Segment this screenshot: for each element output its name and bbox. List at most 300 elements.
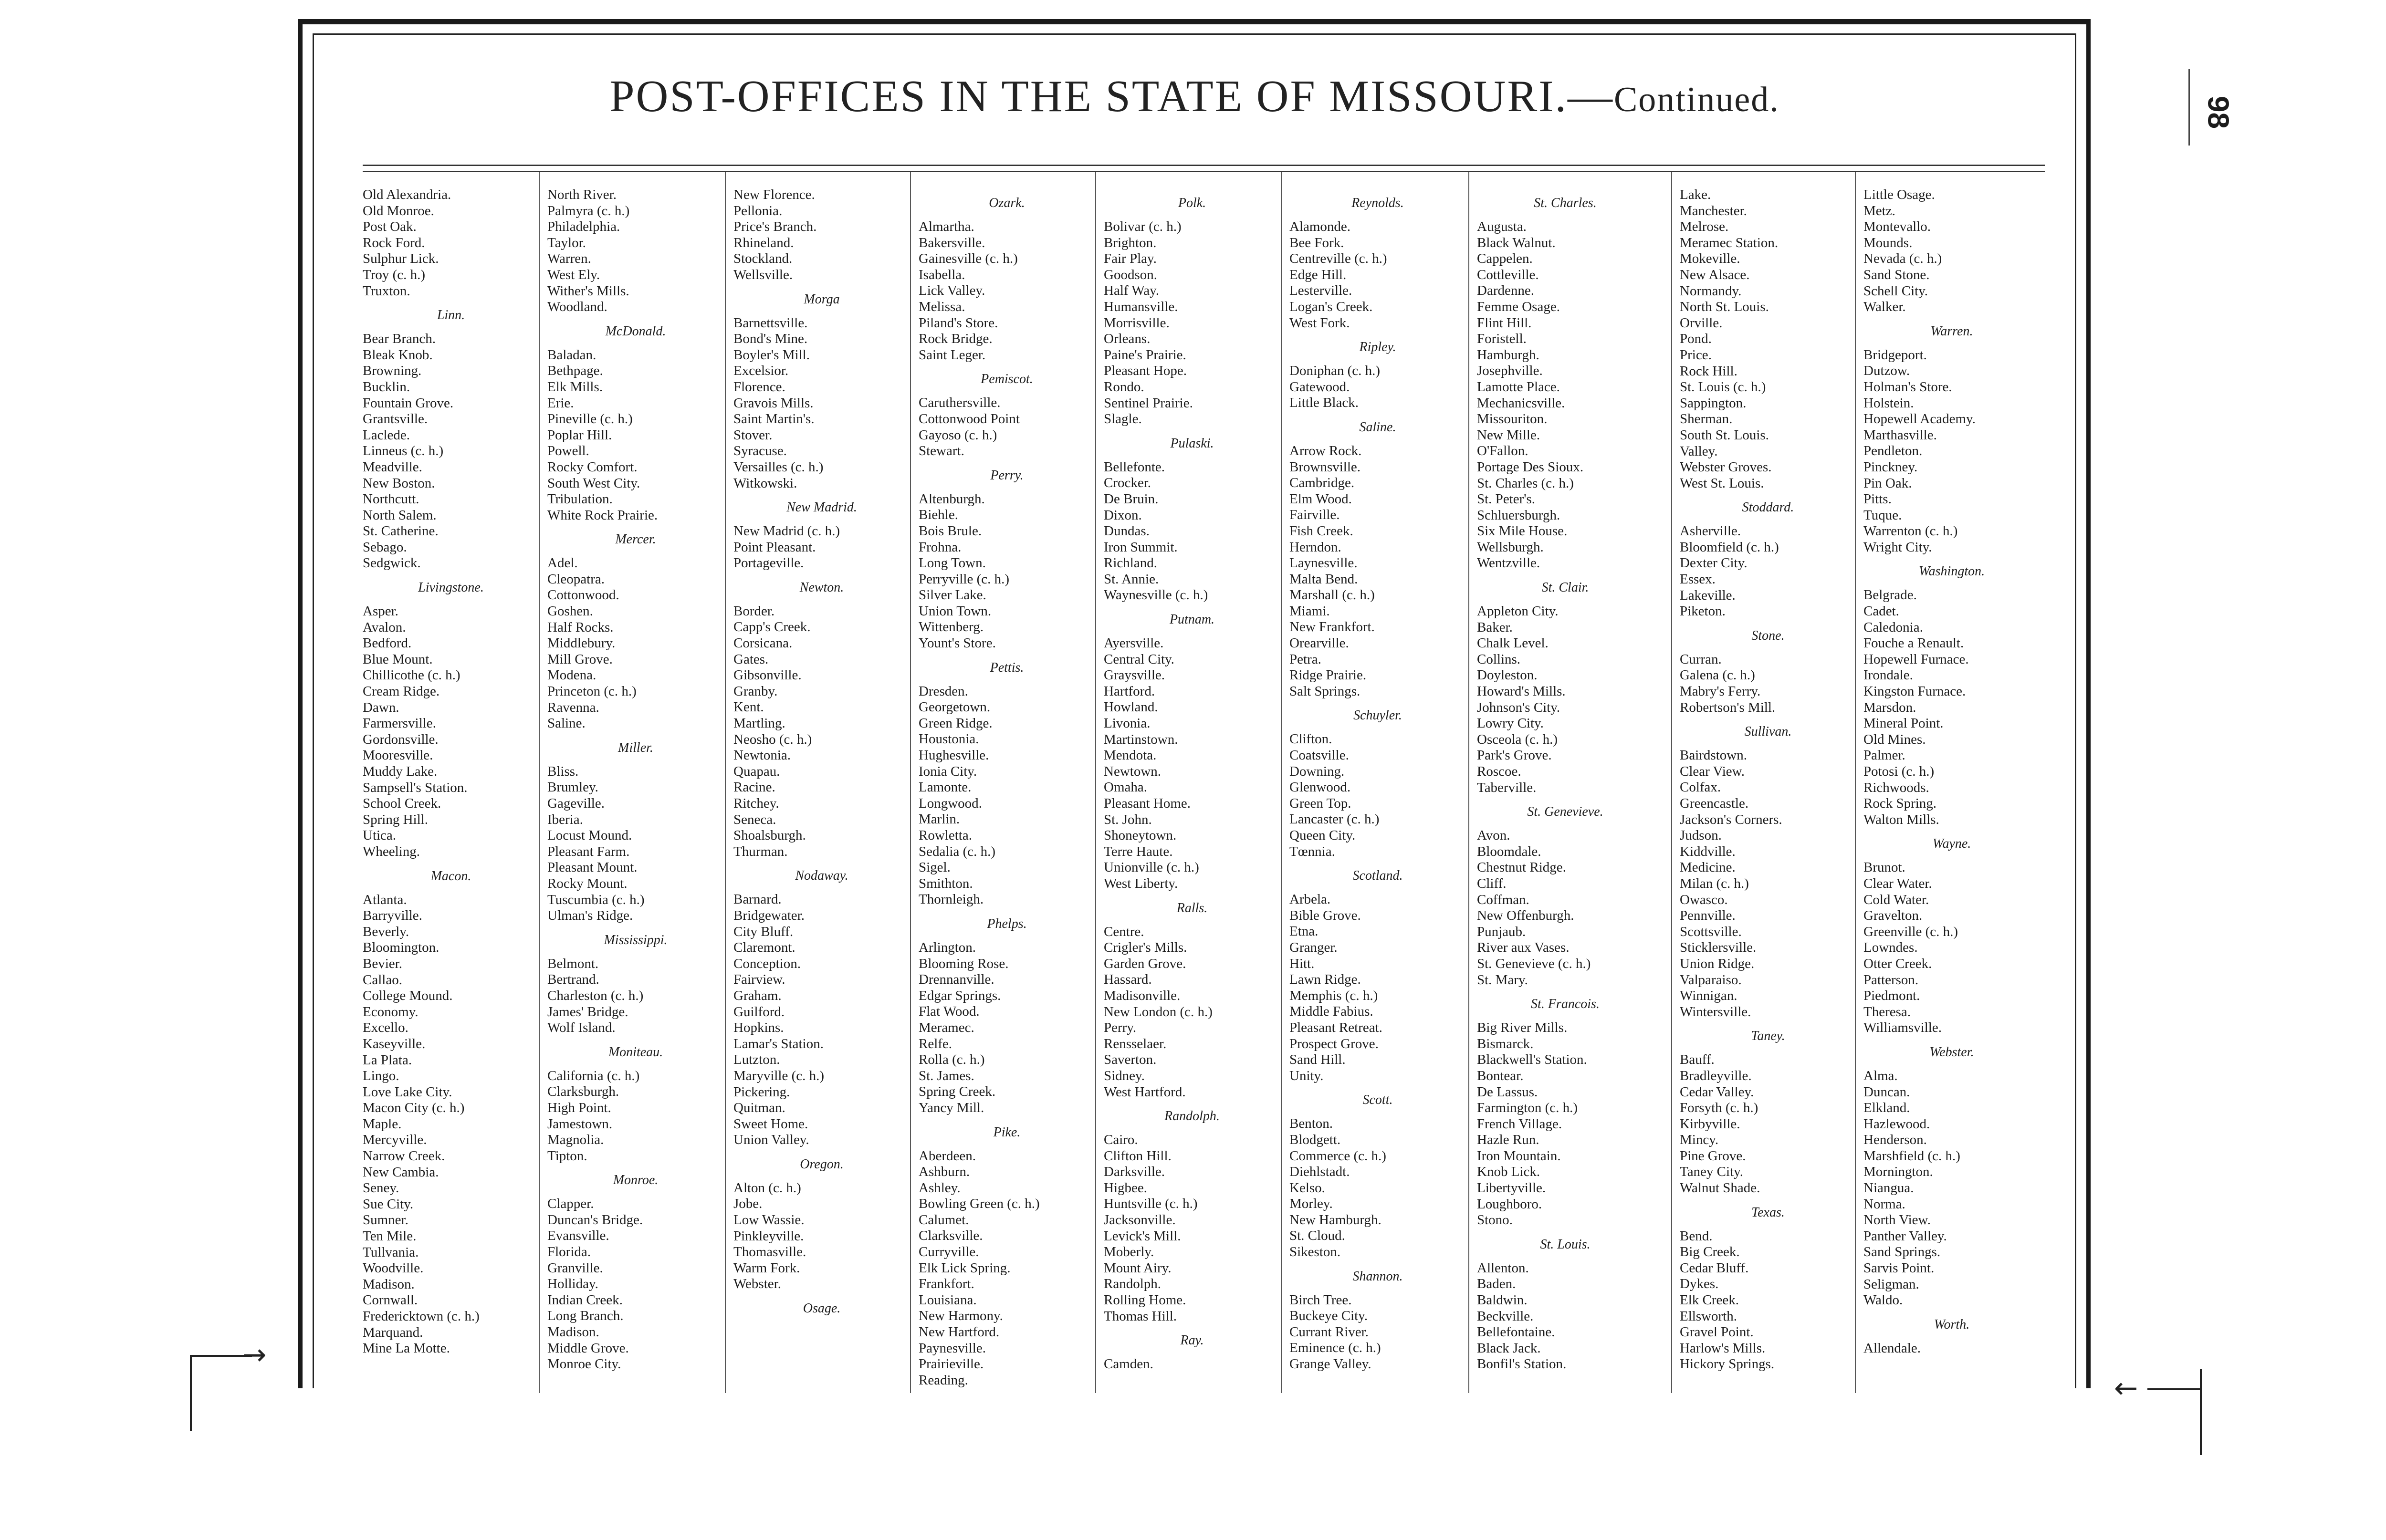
post-office-entry: Drennanville. <box>919 972 994 988</box>
post-office-entry: Princeton (c. h.) <box>547 684 637 699</box>
post-office-entry: Bliss. <box>547 763 579 779</box>
post-office-entry: Brunot. <box>1863 860 1905 875</box>
post-office-entry: Cliff. <box>1477 875 1507 891</box>
post-office-entry: Love Lake City. <box>363 1084 452 1100</box>
post-office-entry: Sand Stone. <box>1863 267 1930 282</box>
post-office-entry: Maple. <box>363 1116 402 1132</box>
county-heading: Miller. <box>618 740 653 755</box>
post-office-entry: Neosho (c. h.) <box>733 731 812 747</box>
post-office-entry: Cairo. <box>1104 1132 1138 1148</box>
post-office-entry: Duncan's Bridge. <box>547 1212 643 1228</box>
post-office-entry: Mendota. <box>1104 748 1157 763</box>
post-office-entry: Orleans. <box>1104 331 1151 347</box>
post-office-entry: Tribulation. <box>547 491 613 507</box>
column-divider <box>1671 172 1672 1393</box>
post-office-entry: Callao. <box>363 972 402 988</box>
post-office-entry: Claremont. <box>733 940 795 956</box>
post-office-entry: Portage Des Sioux. <box>1477 459 1584 475</box>
post-office-entry: Linneus (c. h.) <box>363 443 444 459</box>
post-office-entry: Osceola (c. h.) <box>1477 731 1558 747</box>
post-office-entry: Gravel Point. <box>1680 1324 1754 1340</box>
post-office-entry: Morrisville. <box>1104 315 1170 331</box>
post-office-entry: Hazlewood. <box>1863 1116 1930 1132</box>
post-office-entry: Almartha. <box>919 219 974 234</box>
post-office-entry: New Alsace. <box>1680 267 1750 282</box>
county-heading: Sullivan. <box>1744 724 1792 739</box>
post-office-entry: Warren. <box>547 251 591 267</box>
post-office-entry: Shoneytown. <box>1104 828 1177 843</box>
county-heading: Macon. <box>430 868 471 884</box>
county-heading: Linn. <box>437 308 465 323</box>
post-office-entry: Old Monroe. <box>363 203 434 219</box>
post-office-entry: Mine La Motte. <box>363 1341 450 1356</box>
post-office-entry: Lingo. <box>363 1068 399 1084</box>
post-office-entry: Richwoods. <box>1863 780 1929 795</box>
post-office-entry: Fish Creek. <box>1289 523 1353 539</box>
county-heading: Webster. <box>1929 1044 1974 1060</box>
post-office-entry: Walker. <box>1863 299 1906 315</box>
post-office-entry: Half Way. <box>1104 283 1160 299</box>
post-office-entry: Fair Play. <box>1104 251 1157 267</box>
post-office-entry: Iberia. <box>547 812 583 827</box>
post-office-entry: Louisiana. <box>919 1292 977 1308</box>
post-office-entry: Wittenberg. <box>919 619 984 635</box>
post-office-entry: Allenton. <box>1477 1260 1529 1276</box>
post-office-entry: Foristell. <box>1477 331 1527 347</box>
post-office-entry: West Fork. <box>1289 315 1350 331</box>
post-office-entry: Walnut Shade. <box>1680 1180 1760 1196</box>
post-office-entry: Lamotte Place. <box>1477 379 1560 395</box>
post-office-entry: Paine's Prairie. <box>1104 347 1186 363</box>
post-office-entry: Sherman. <box>1680 411 1733 427</box>
county-heading: Taney. <box>1751 1029 1785 1044</box>
post-office-entry: Tipton. <box>547 1148 587 1164</box>
post-office-entry: Elk Lick Spring. <box>919 1260 1011 1276</box>
post-office-entry: Middle Grove. <box>547 1340 629 1356</box>
post-office-entry: Etna. <box>1289 924 1319 939</box>
post-office-entry: Bleak Knob. <box>363 347 433 363</box>
post-office-column <box>1289 187 1466 1408</box>
post-office-entry: Relfe. <box>919 1036 952 1051</box>
post-office-entry: Perryville (c. h.) <box>919 571 1010 587</box>
post-office-entry: St. Annie. <box>1104 571 1159 587</box>
title-continued: Continued. <box>1613 80 1779 119</box>
page-number: 98 <box>2201 96 2235 129</box>
post-office-entry: Magnolia. <box>547 1132 604 1148</box>
post-office-entry: Rowletta. <box>919 828 972 843</box>
post-office-column <box>1477 187 1653 1408</box>
post-office-entry: College Mound. <box>363 988 453 1004</box>
post-office-entry: Quitman. <box>733 1100 785 1116</box>
post-office-entry: Essex. <box>1680 572 1716 587</box>
left-arrow-icon: ← <box>2114 1372 2138 1405</box>
county-heading: Pettis. <box>990 660 1024 675</box>
post-office-entry: Mounds. <box>1863 235 1913 250</box>
post-office-entry: Herndon. <box>1289 539 1341 555</box>
post-office-entry: Quapau. <box>733 763 780 779</box>
post-office-entry: Harlow's Mills. <box>1680 1340 1766 1356</box>
post-office-entry: Sidney. <box>1104 1068 1145 1083</box>
post-office-entry: Reading. <box>919 1372 968 1388</box>
post-office-entry: Stewart. <box>919 443 964 459</box>
post-office-entry: Bellefontaine. <box>1477 1324 1555 1340</box>
county-heading: Phelps. <box>987 916 1027 931</box>
post-office-entry: Meramec. <box>919 1020 974 1035</box>
county-heading: Osage. <box>803 1301 841 1316</box>
post-office-entry: Ayersville. <box>1104 635 1164 651</box>
post-office-entry: Point Pleasant. <box>733 539 816 555</box>
post-office-entry: Isabella. <box>919 267 965 282</box>
post-office-entry: Tullvania. <box>363 1244 419 1260</box>
post-office-entry: Bismarck. <box>1477 1036 1534 1051</box>
post-office-entry: Blooming Rose. <box>919 956 1009 971</box>
post-office-entry: Pleasant Retreat. <box>1289 1020 1382 1035</box>
post-office-entry: Arlington. <box>919 939 976 955</box>
post-office-entry: Lesterville. <box>1289 283 1352 299</box>
title-main: POST-OFFICES IN THE STATE OF MISSOURI.— <box>609 72 1614 121</box>
post-office-entry: Atlanta. <box>363 892 407 907</box>
post-office-entry: Wright City. <box>1863 539 1932 555</box>
post-office-entry: Camden. <box>1104 1356 1153 1372</box>
post-office-entry: Central City. <box>1104 651 1174 667</box>
post-office-entry: Grange Valley. <box>1289 1356 1371 1372</box>
post-office-entry: Barnettsville. <box>733 315 808 331</box>
post-office-entry: Levick's Mill. <box>1104 1228 1181 1244</box>
post-office-entry: Brumley. <box>547 780 598 795</box>
post-office-entry: Marshfield (c. h.) <box>1863 1148 1960 1164</box>
post-office-column <box>733 187 910 1408</box>
post-office-entry: Sappington. <box>1680 395 1747 411</box>
post-office-entry: Caruthersville. <box>919 395 1001 411</box>
post-office-entry: Witkowski. <box>733 475 797 491</box>
post-office-entry: Clifton. <box>1289 731 1332 747</box>
post-office-entry: Mineral Point. <box>1863 716 1944 731</box>
post-office-entry: Seligman. <box>1863 1276 1919 1292</box>
post-office-entry: Capp's Creek. <box>733 619 811 635</box>
county-heading: Oregon. <box>800 1156 844 1172</box>
post-office-entry: Piedmont. <box>1863 988 1920 1004</box>
post-office-entry: Mercyville. <box>363 1132 427 1148</box>
county-heading: Shannon. <box>1352 1269 1403 1284</box>
post-office-entry: Laclede. <box>363 427 410 443</box>
post-office-entry: Syracuse. <box>733 443 787 459</box>
post-office-entry: Roscoe. <box>1477 764 1521 779</box>
post-office-entry: Green Ridge. <box>919 715 993 731</box>
post-office-entry: Marthasville. <box>1863 427 1937 443</box>
post-office-column <box>919 187 1095 1408</box>
post-office-entry: Piland's Store. <box>919 315 998 331</box>
post-office-entry: Big Creek. <box>1680 1244 1740 1260</box>
post-office-entry: Little Black. <box>1289 395 1359 411</box>
post-office-entry: Evansville. <box>547 1228 609 1244</box>
post-office-entry: Clarksburgh. <box>547 1084 619 1100</box>
post-office-entry: Birch Tree. <box>1289 1292 1352 1308</box>
post-office-entry: Bradleyville. <box>1680 1068 1752 1083</box>
post-office-entry: Asper. <box>363 604 398 619</box>
column-divider <box>1095 172 1096 1393</box>
post-office-entry: New Mille. <box>1477 427 1540 443</box>
post-office-entry: Knob Lick. <box>1477 1164 1540 1180</box>
post-office-entry: Troy (c. h.) <box>363 267 426 282</box>
post-office-entry: Scottsville. <box>1680 924 1742 939</box>
post-office-entry: Bethpage. <box>547 363 603 379</box>
post-office-entry: Gibsonville. <box>733 667 802 683</box>
post-office-entry: Ashley. <box>919 1180 961 1196</box>
post-office-entry: James' Bridge. <box>547 1004 628 1020</box>
post-office-entry: Fairview. <box>733 972 785 988</box>
post-office-entry: Frohna. <box>919 539 962 555</box>
post-office-entry: Bellefonte. <box>1104 459 1165 475</box>
post-office-entry: Howland. <box>1104 699 1158 715</box>
post-office-entry: Sentinel Prairie. <box>1104 395 1193 411</box>
post-office-entry: Hartford. <box>1104 683 1155 699</box>
post-office-entry: Hopewell Academy. <box>1863 411 1976 427</box>
post-office-entry: New Hartford. <box>919 1324 1000 1340</box>
post-office-entry: Bakersville. <box>919 235 985 250</box>
county-heading: Schuyler. <box>1353 708 1402 723</box>
post-office-entry: Jacksonville. <box>1104 1212 1176 1228</box>
post-office-entry: White Rock Prairie. <box>547 507 658 523</box>
post-office-entry: Dardenne. <box>1477 283 1534 299</box>
post-office-entry: Ridge Prairie. <box>1289 667 1367 683</box>
post-office-column <box>547 187 724 1408</box>
post-office-entry: Bloomdale. <box>1477 843 1541 859</box>
post-office-entry: Sampsell's Station. <box>363 780 468 795</box>
post-office-entry: Philadelphia. <box>547 219 620 235</box>
post-office-entry: Middlebury. <box>547 635 616 651</box>
post-office-entry: Hopewell Furnace. <box>1863 651 1969 667</box>
post-office-entry: Kirbyville. <box>1680 1116 1740 1132</box>
post-office-entry: Sticklersville. <box>1680 940 1757 956</box>
post-office-entry: Conception. <box>733 956 801 971</box>
post-office-entry: St. Cloud. <box>1289 1228 1345 1244</box>
post-office-entry: Brighton. <box>1104 235 1157 250</box>
post-office-entry: Cottonwood Point <box>919 411 1020 427</box>
post-office-entry: Eminence (c. h.) <box>1289 1340 1381 1356</box>
county-heading: McDonald. <box>605 323 666 339</box>
post-office-entry: Perry. <box>1104 1020 1137 1036</box>
post-office-entry: Avon. <box>1477 828 1510 843</box>
post-office-entry: Galena (c. h.) <box>1680 667 1755 683</box>
post-office-entry: Bend. <box>1680 1228 1713 1244</box>
post-office-entry: Bear Branch. <box>363 331 436 347</box>
county-heading: Pulaski. <box>1170 436 1214 451</box>
county-heading: Ozark. <box>989 196 1025 210</box>
post-office-entry: O'Fallon. <box>1477 443 1528 459</box>
post-office-entry: Waynesville (c. h.) <box>1104 587 1208 603</box>
post-office-entry: Centre. <box>1104 924 1144 939</box>
post-office-entry: Crigler's Mills. <box>1104 940 1187 956</box>
post-office-entry: Long Town. <box>919 555 986 571</box>
post-office-entry: La Plata. <box>363 1052 412 1068</box>
post-office-entry: Rocky Comfort. <box>547 459 638 475</box>
post-office-entry: Higbee. <box>1104 1180 1147 1196</box>
post-office-entry: Mokeville. <box>1680 251 1740 267</box>
post-office-entry: Pinkleyville. <box>733 1228 804 1244</box>
post-office-entry: New Harmony. <box>919 1308 1003 1324</box>
post-office-entry: Lancaster (c. h.) <box>1289 812 1380 827</box>
post-office-entry: Granby. <box>733 683 778 699</box>
post-office-entry: Narrow Creek. <box>363 1148 445 1164</box>
post-office-entry: Longwood. <box>919 795 982 811</box>
post-office-entry: Bloomfield (c. h.) <box>1680 539 1779 555</box>
post-office-entry: West St. Louis. <box>1680 475 1764 491</box>
post-office-entry: Sue City. <box>363 1196 414 1212</box>
post-office-entry: Johnson's City. <box>1477 699 1560 715</box>
post-office-entry: Rock Bridge. <box>919 331 993 347</box>
post-office-entry: Pickering. <box>733 1084 790 1100</box>
post-office-entry: Gordonsville. <box>363 731 439 747</box>
county-heading: Stoddard. <box>1742 500 1794 515</box>
post-office-entry: Goshen. <box>547 604 593 619</box>
post-office-entry: Erie. <box>547 395 574 411</box>
post-office-entry: Sedgwick. <box>363 555 421 571</box>
county-heading: Polk. <box>1178 196 1206 210</box>
post-office-entry: Schluersburgh. <box>1477 507 1560 523</box>
post-office-entry: Post Oak. <box>363 219 417 235</box>
post-office-entry: Dundas. <box>1104 523 1150 539</box>
post-office-entry: Gayoso (c. h.) <box>919 427 997 443</box>
post-office-entry: Chillicothe (c. h.) <box>363 667 460 683</box>
post-office-entry: Modena. <box>547 667 596 683</box>
post-office-entry: Calumet. <box>919 1212 969 1228</box>
post-office-entry: Guilford. <box>733 1004 785 1020</box>
post-office-entry: Poplar Hill. <box>547 427 612 443</box>
post-office-entry: Sand Hill. <box>1289 1052 1346 1068</box>
post-office-entry: Wolf Island. <box>547 1020 616 1036</box>
post-office-entry: New Offenburgh. <box>1477 908 1574 924</box>
county-heading: Wayne. <box>1932 836 1971 852</box>
post-office-entry: Piketon. <box>1680 604 1726 619</box>
post-office-entry: Economy. <box>363 1004 419 1020</box>
post-office-entry: Manchester. <box>1680 203 1747 219</box>
post-office-entry: Old Mines. <box>1863 731 1926 747</box>
post-office-entry: Clear Water. <box>1863 875 1932 891</box>
post-office-entry: Caledonia. <box>1863 619 1923 635</box>
post-office-entry: Curran. <box>1680 651 1722 667</box>
post-office-entry: Baker. <box>1477 619 1513 635</box>
county-heading: St. Charles. <box>1534 196 1597 210</box>
post-office-entry: Stockland. <box>733 251 793 267</box>
post-office-entry: Six Mile House. <box>1477 523 1568 539</box>
post-office-entry: Graysville. <box>1104 667 1165 683</box>
post-office-entry: Cottonwood. <box>547 587 619 603</box>
post-office-entry: Madison. <box>363 1276 415 1292</box>
post-office-entry: Blodgett. <box>1289 1132 1341 1147</box>
post-office-entry: Curryville. <box>919 1244 979 1260</box>
post-office-entry: Humansville. <box>1104 299 1178 314</box>
post-office-entry: Sumner. <box>363 1212 408 1228</box>
county-heading: Nodaway. <box>795 868 848 884</box>
post-office-entry: Pond. <box>1680 331 1712 347</box>
post-office-entry: Martinstown. <box>1104 731 1178 747</box>
post-office-entry: Lakeville. <box>1680 587 1736 603</box>
post-office-entry: Bee Fork. <box>1289 235 1344 250</box>
post-office-entry: Edgar Springs. <box>919 988 1001 1003</box>
post-office-entry: Green Top. <box>1289 795 1351 811</box>
post-office-entry: Sand Springs. <box>1863 1244 1941 1260</box>
post-office-entry: Wheeling. <box>363 843 420 859</box>
post-office-entry: Centreville (c. h.) <box>1289 251 1387 267</box>
post-office-entry: Taylor. <box>547 235 586 250</box>
post-office-entry: Sebago. <box>363 539 407 555</box>
post-office-entry: School Creek. <box>363 796 441 812</box>
post-office-entry: Rock Spring. <box>1863 796 1937 812</box>
post-office-entry: Bonfil's Station. <box>1477 1356 1567 1372</box>
post-office-entry: Dixon. <box>1104 507 1142 523</box>
post-office-entry: Missouriton. <box>1477 411 1548 427</box>
post-office-entry: Alamonde. <box>1289 219 1351 234</box>
post-office-entry: Baden. <box>1477 1276 1516 1292</box>
post-office-entry: Grantsville. <box>363 411 428 427</box>
post-office-entry: Taberville. <box>1477 780 1537 795</box>
post-office-entry: Rensselaer. <box>1104 1036 1167 1051</box>
post-office-entry: French Village. <box>1477 1116 1562 1132</box>
post-office-entry: Schell City. <box>1863 283 1928 299</box>
post-office-entry: Houstonia. <box>919 731 979 747</box>
post-office-entry: Terre Haute. <box>1104 843 1173 859</box>
post-office-entry: North View. <box>1863 1212 1931 1228</box>
title-rule <box>363 165 2045 166</box>
post-office-entry: Richland. <box>1104 555 1157 571</box>
post-office-entry: Alma. <box>1863 1068 1898 1083</box>
post-office-entry: Silver Lake. <box>919 587 986 603</box>
post-office-entry: Excello. <box>363 1020 408 1036</box>
post-office-entry: Middle Fabius. <box>1289 1004 1373 1020</box>
post-office-entry: Unionville (c. h.) <box>1104 860 1199 875</box>
post-office-entry: Randolph. <box>1104 1276 1162 1292</box>
post-office-entry: Bevier. <box>363 956 402 971</box>
post-office-entry: Marshall (c. h.) <box>1289 587 1375 603</box>
post-office-entry: Graham. <box>733 988 782 1003</box>
post-office-entry: Jackson's Corners. <box>1680 812 1782 827</box>
post-office-entry: Crocker. <box>1104 475 1151 491</box>
post-office-entry: Bedford. <box>363 635 412 651</box>
post-office-entry: Logan's Creek. <box>1289 299 1373 314</box>
post-office-entry: Pellonia. <box>733 203 783 219</box>
post-office-entry: Salt Springs. <box>1289 683 1360 699</box>
post-office-entry: Winnigan. <box>1680 988 1737 1004</box>
post-office-entry: City Bluff. <box>733 924 794 939</box>
county-heading: Morga <box>804 291 840 307</box>
post-office-entry: Potosi (c. h.) <box>1863 764 1935 779</box>
post-office-entry: Meadville. <box>363 459 422 475</box>
county-heading: St. Louis. <box>1540 1237 1591 1252</box>
post-office-entry: High Point. <box>547 1100 611 1115</box>
post-office-entry: St. Peter's. <box>1477 491 1536 507</box>
post-office-entry: Mill Grove. <box>547 651 613 667</box>
post-office-entry: Goodson. <box>1104 267 1157 282</box>
post-office-entry: Malta Bend. <box>1289 571 1358 587</box>
post-office-entry: Cadet. <box>1863 604 1899 619</box>
post-office-entry: Bontear. <box>1477 1068 1524 1083</box>
post-office-entry: Forsyth (c. h.) <box>1680 1100 1758 1116</box>
post-office-entry: Fredericktown (c. h.) <box>363 1309 480 1324</box>
post-office-entry: Wentzville. <box>1477 555 1540 571</box>
post-office-entry: Libertyville. <box>1477 1180 1546 1196</box>
post-office-entry: Prairieville. <box>919 1356 984 1372</box>
post-office-entry: Memphis (c. h.) <box>1289 988 1378 1003</box>
post-office-entry: Holman's Store. <box>1863 379 1952 395</box>
post-office-entry: Bowling Green (c. h.) <box>919 1196 1040 1212</box>
post-office-entry: Bible Grove. <box>1289 907 1361 923</box>
post-office-entry: Tœnnia. <box>1289 843 1335 859</box>
post-office-entry: Henderson. <box>1863 1132 1927 1148</box>
county-heading: Monroe. <box>613 1173 659 1188</box>
post-office-entry: Mornington. <box>1863 1164 1933 1180</box>
post-office-entry: Buckeye City. <box>1289 1308 1368 1324</box>
county-heading: Mississippi. <box>604 932 668 947</box>
